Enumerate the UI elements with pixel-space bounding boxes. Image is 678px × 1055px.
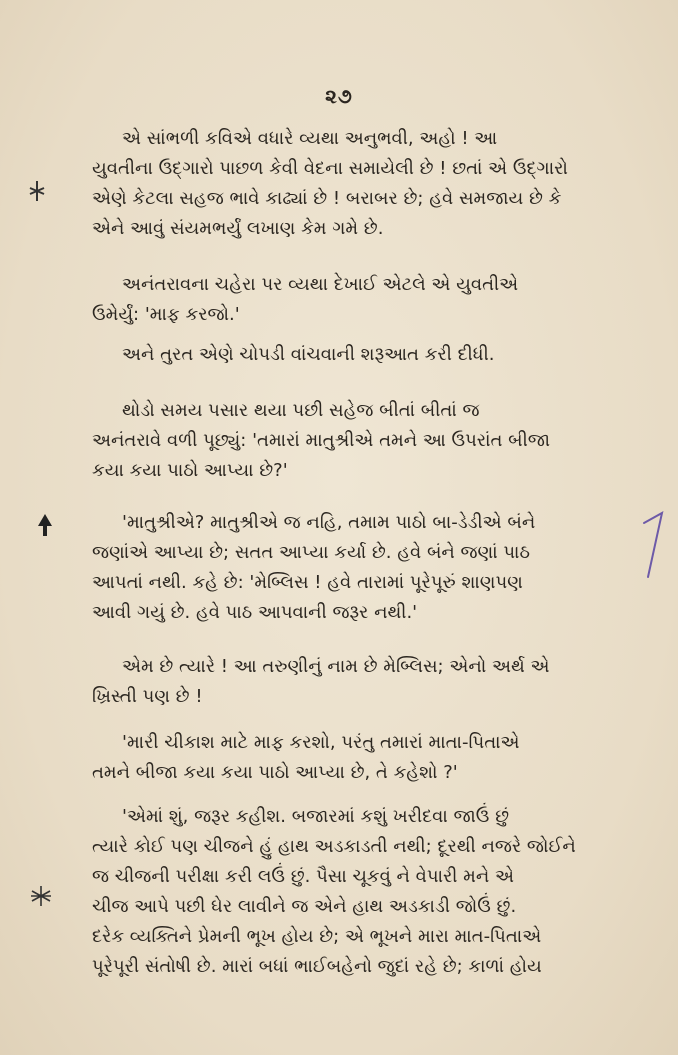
text-line: 'માતુશ્રીએ? માતુશ્રીએ જ નહિ, તમામ પાઠો બા-ડેડીએ બંને (122, 512, 536, 533)
text-line: એણે કેટલા સહજ ભાવે કાઢ્યાં છે ! બરાબર છે; હવે સમજાય છે કે (92, 188, 562, 209)
paragraph-6 (92, 652, 672, 712)
text-line: ઉમેર્યું: 'માફ કરજો.' (92, 304, 240, 325)
text-line: એને આવું સંયમભર્યું લખાણ કેમ ગમે છે. (92, 218, 384, 239)
text-line: દરેક વ્યક્તિને પ્રેમની ભૂખ હોય છે; એ ભૂખને મારા માત-પિતાએ (92, 926, 542, 947)
text-line: આપતાં નથી. કહે છે: 'મેબ્લિસ ! હવે તારામાં પૂરેપૂરું શાણપણ (92, 572, 523, 593)
margin-star-icon (30, 885, 52, 912)
text-line: 'એમાં શું, જરૂર કહીશ. બજારમાં કશું ખરીદવા જાઉં છું (122, 806, 510, 827)
text-line: પૂરેપૂરી સંતોષી છે. મારાં બધાં ભાઈબહેનો જુદાં રહે છે; કાળાં હોય (92, 956, 542, 977)
paragraph-4 (92, 396, 672, 486)
paragraph-7 (92, 728, 672, 788)
text-line: ત્યારે કોઈ પણ ચીજને હું હાથ અડકાડતી નથી; દૂરથી નજરે જોઈને (92, 836, 576, 857)
text-line: તમને બીજા કયા કયા પાઠો આપ્યા છે, તે કહેશો ?' (92, 762, 458, 783)
text-line: ચીજ આપે પછી ઘેર લાવીને જ એને હાથ અડકાડી જોઉં છું. (92, 896, 517, 917)
text-line: ખ્રિસ્તી પણ છે ! (92, 686, 203, 707)
text-line: એ સાંભળી કવિએ વધારે વ્યથા અનુભવી, અહો ! આ (122, 128, 498, 149)
text-line: જ ચીજની પરીક્ષા કરી લઉં છું. પૈસા ચૂકવું ને વેપારી મને એ (92, 866, 514, 887)
page-number: ૨૭ (325, 84, 353, 108)
paragraph-2 (92, 270, 672, 330)
paragraph-3 (92, 340, 672, 370)
text-line: કયા કયા પાઠો આપ્યા છે?' (92, 460, 288, 481)
text-line: અને તુરત એણે ચોપડી વાંચવાની શરૂઆત કરી દીધી. (122, 344, 495, 365)
paragraph-1 (92, 124, 672, 244)
margin-star-icon (28, 180, 46, 207)
text-line: યુવતીના ઉદ્‌ગારો પાછળ કેવી વેદના સમાયેલી છે ! છતાં એ ઉદ્‌ગારો (92, 158, 568, 179)
text-line: એમ છે ત્યારે ! આ તરુણીનું નામ છે મેબ્લિસ; એનો અર્થ એ (122, 656, 550, 677)
text-line: થોડો સમય પસાર થયા પછી સહેજ બીતાં બીતાં જ (122, 400, 480, 421)
pen-stroke-icon (640, 505, 666, 581)
paragraph-8 (92, 802, 672, 982)
text-line: આવી ગયું છે. હવે પાઠ આપવાની જરૂર નથી.' (92, 602, 418, 623)
margin-arrow-icon (36, 512, 54, 543)
text-line: જણાંએ આપ્યા છે; સતત આપ્યા કર્યા છે. હવે બંને જણાં પાઠ (92, 542, 530, 563)
paragraph-5 (92, 508, 672, 628)
text-line: અનંતરાવના ચહેરા પર વ્યથા દેખાઈ એટલે એ યુવતીએ (122, 274, 519, 295)
text-line: અનંતરાવે વળી પૂછ્યું: 'તમારાં માતુશ્રીએ તમને આ ઉપરાંત બીજા (92, 430, 551, 451)
text-line: 'મારી ચીકાશ માટે માફ કરશો, પરંતુ તમારાં માતા-પિતાએ (122, 732, 520, 753)
